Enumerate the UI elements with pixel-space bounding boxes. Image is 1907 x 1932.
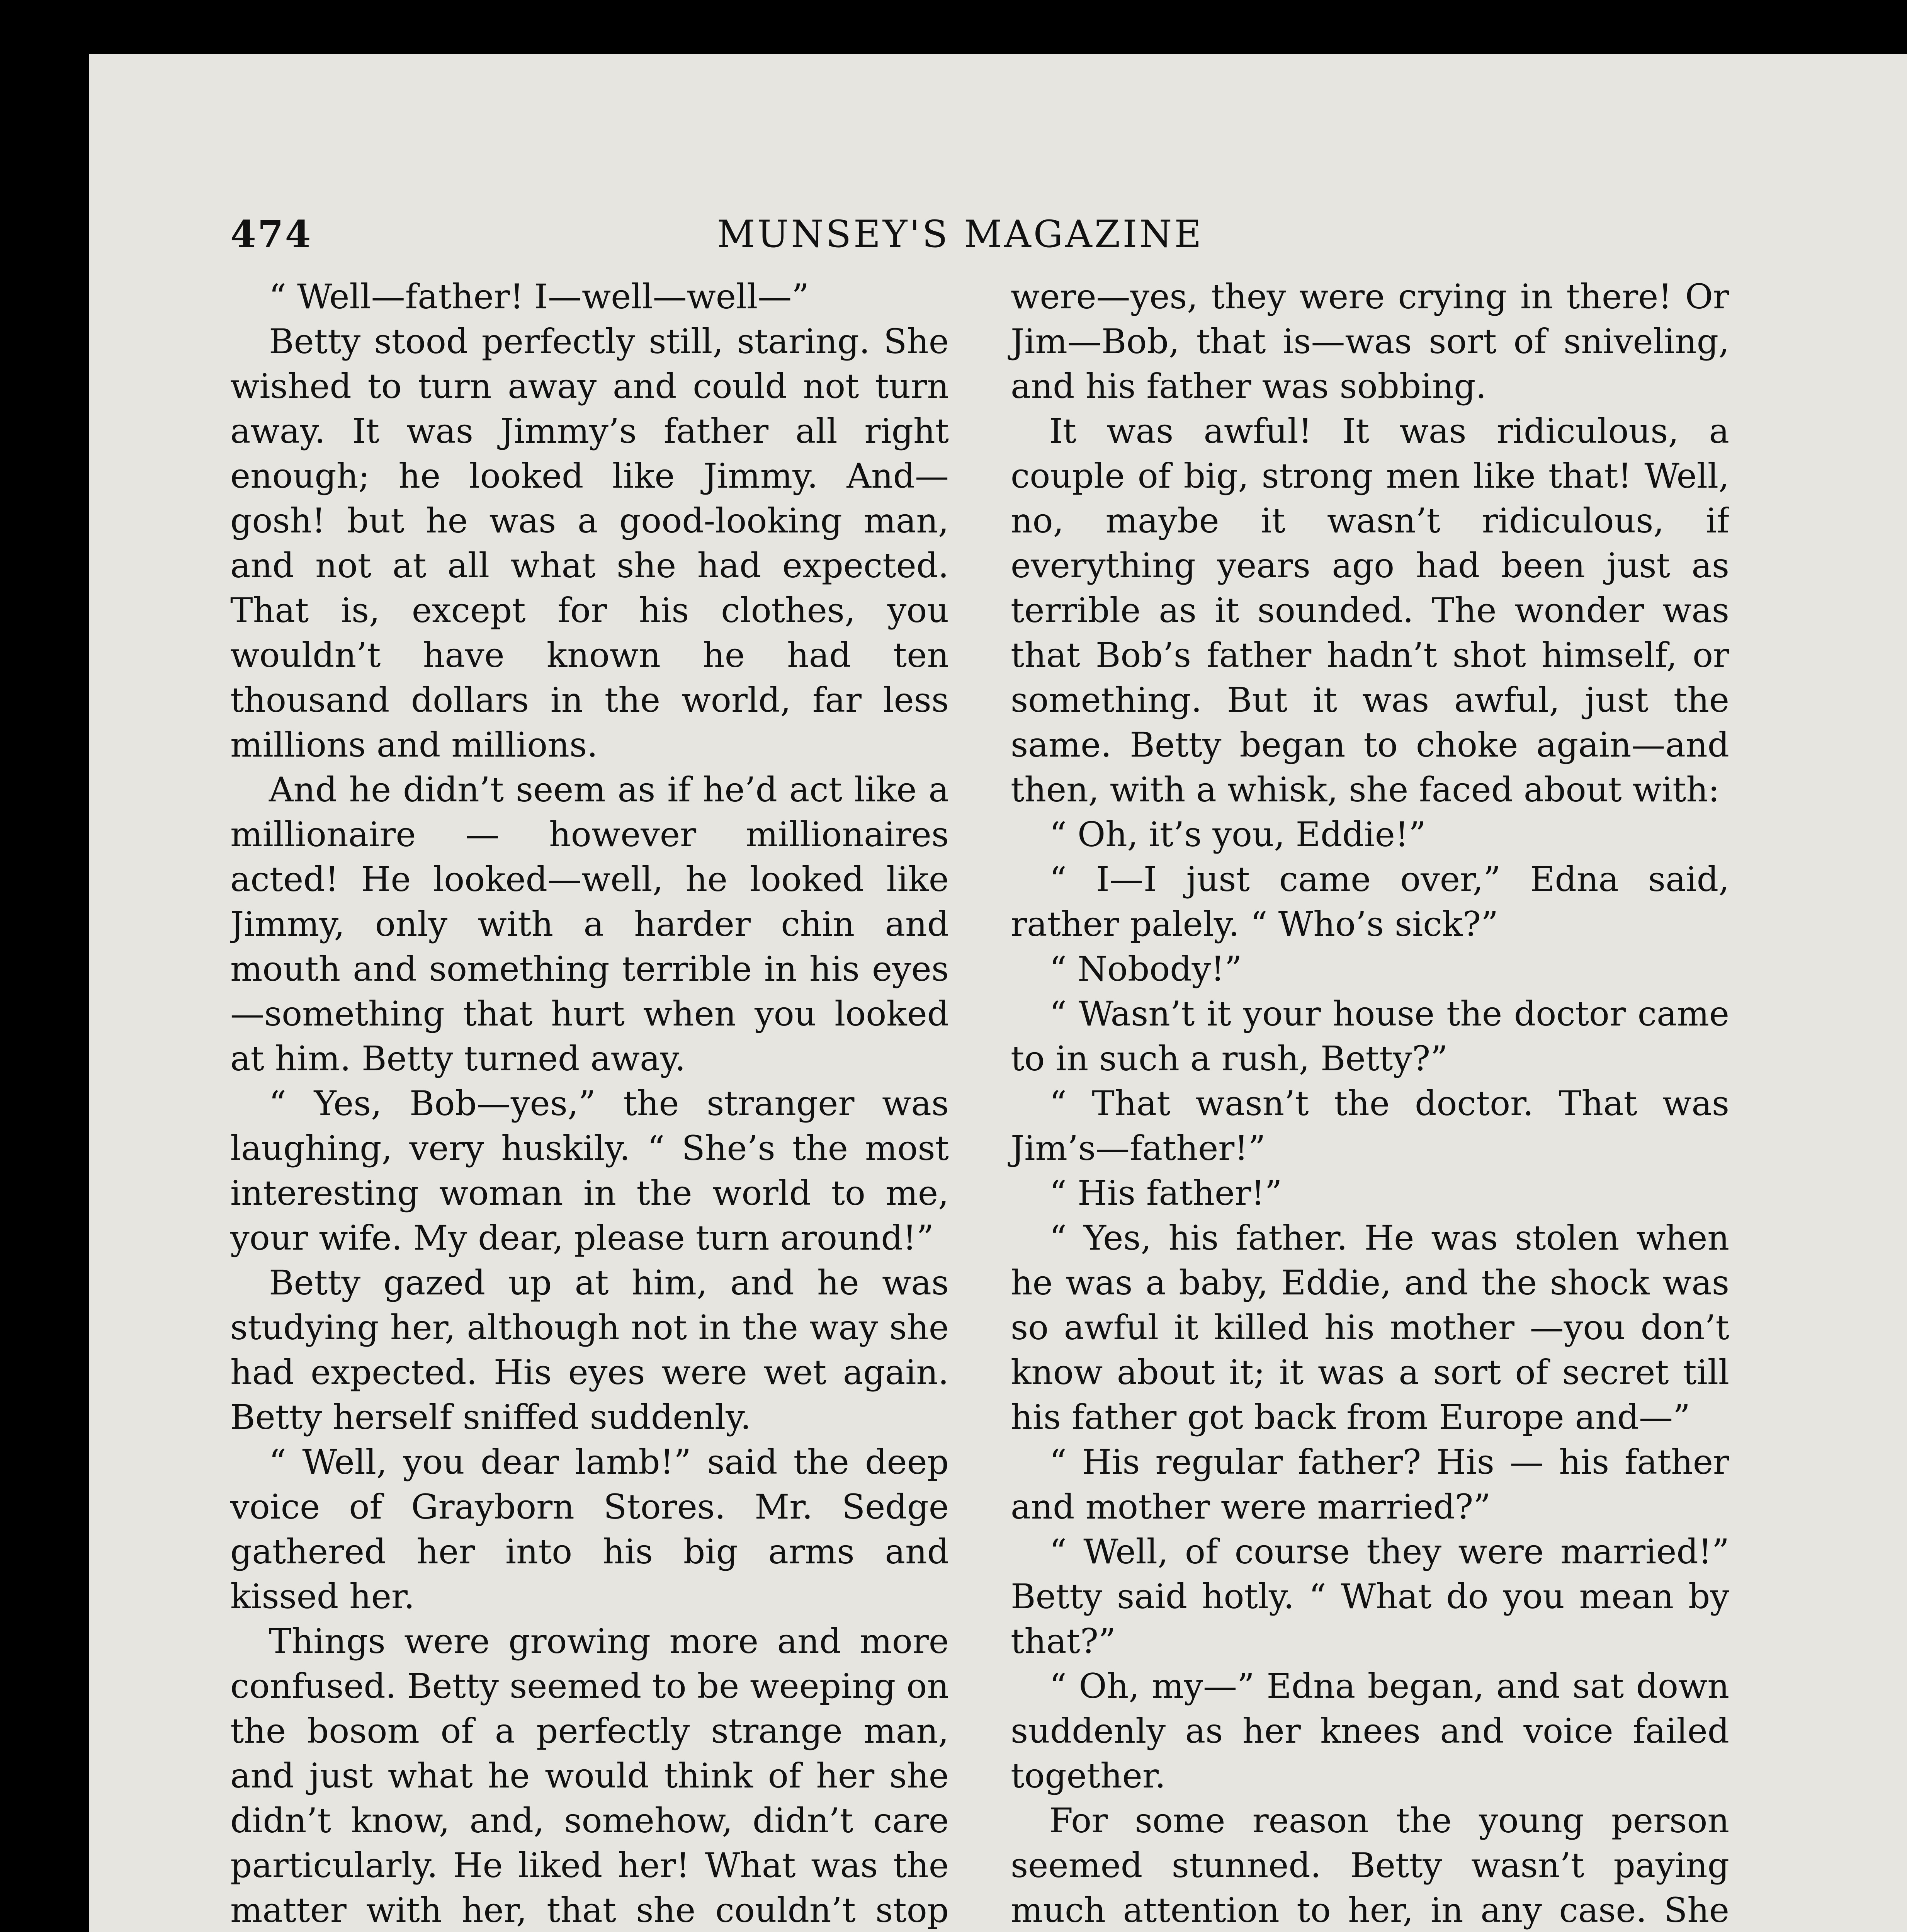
paragraph: Betty stood perfectly still, staring. She wished to turn away and could not turn away. It was Jimmy’s father all right enough; he looked like Jimmy. And—gosh! but he was a good-looking man, and not at all what she had expected. That is, except for his clothes, you wouldn’t have known he had ten thousand dollars in the world, far less millions and millions. [230,321,949,765]
right-column [1011,274,1729,1932]
paragraph: And he didn’t seem as if he’d act like a millionaire — however millionaires acted! He looked—well, he looked like Jimmy, only with a harder chin and mouth and something terrible in his eyes—something that hurt when you looked at him. Betty turned away. [230,770,949,1078]
paragraph: “ Wasn’t it your house the doctor came to in such a rush, Betty?” [1011,994,1729,1078]
page-content [230,209,1729,1932]
paragraph: “ Nobody!” [1049,949,1242,989]
paragraph: “ His regular father? His — his father and mother were married?” [1011,1442,1729,1527]
paragraph: Things were growing more and more confused. Betty seemed to be weeping on the bosom of a perfectly strange man, and just what he would think of her she didn’t know, and, somehow, didn’t care particularly. He liked her! What was the matter with her, that she couldn’t stop [230,1621,949,1930]
paragraph: “ Well, you dear lamb!” said the deep voice of Grayborn Stores. Mr. Sedge gathered her into his big arms and kissed her. [230,1442,949,1616]
page-number: 474 [230,213,313,256]
magazine-title: MUNSEY'S MAGAZINE [717,213,1204,256]
paragraph: “ His father!” [1049,1173,1282,1213]
paragraph: “ Well, of course they were married!” Betty said hotly. “ What do you mean by that?” [1011,1532,1729,1661]
paragraph: “ Yes, his father. He was stolen when he was a baby, Eddie, and the shock was so awful it killed his mother —you don’t know about it; it was a sort of secret till his father got back from Europe and—” [1011,1218,1729,1437]
paragraph: For some reason the young person seemed stunned. Betty wasn’t paying much attention to her, in any case. She [1011,1801,1729,1930]
paragraph: “ That wasn’t the doctor. That was Jim’s—father!” [1011,1083,1729,1168]
running-head [230,209,1729,263]
text-columns [230,274,1729,1932]
paragraph: “ Well—father! I—well—well—” [269,277,809,316]
paragraph: “ Oh, my—” Edna began, and sat down suddenly as her knees and voice failed together. [1011,1666,1729,1796]
magazine-page [89,54,1907,1932]
paragraph: “ I—I just came over,” Edna said, rather palely. “ Who’s sick?” [1011,859,1729,944]
paragraph: “ Yes, Bob—yes,” the stranger was laughing, very huskily. “ She’s the most interesting woman in the world to me, your wife. My dear, please turn around!” [230,1083,949,1258]
paragraph: “ Oh, it’s you, Eddie!” [1049,815,1426,854]
left-column [230,274,949,1932]
paragraph: were—yes, they were crying in there! Or Jim—Bob, that is—was sort of sniveling, and his father was sobbing. [1011,277,1729,406]
paragraph: It was awful! It was ridiculous, a couple of big, strong men like that! Well, no, maybe it wasn’t ridiculous, if everything years ago had been just as terrible as it sounded. The wonder was that Bob’s father hadn’t shot himself, or something. But it was awful, just the same. Betty began to choke again—and then, with a whisk, she faced about with: [1011,411,1729,810]
paragraph: Betty gazed up at him, and he was studying her, although not in the way she had expected. His eyes were wet again. Betty herself sniffed suddenly. [230,1263,949,1437]
